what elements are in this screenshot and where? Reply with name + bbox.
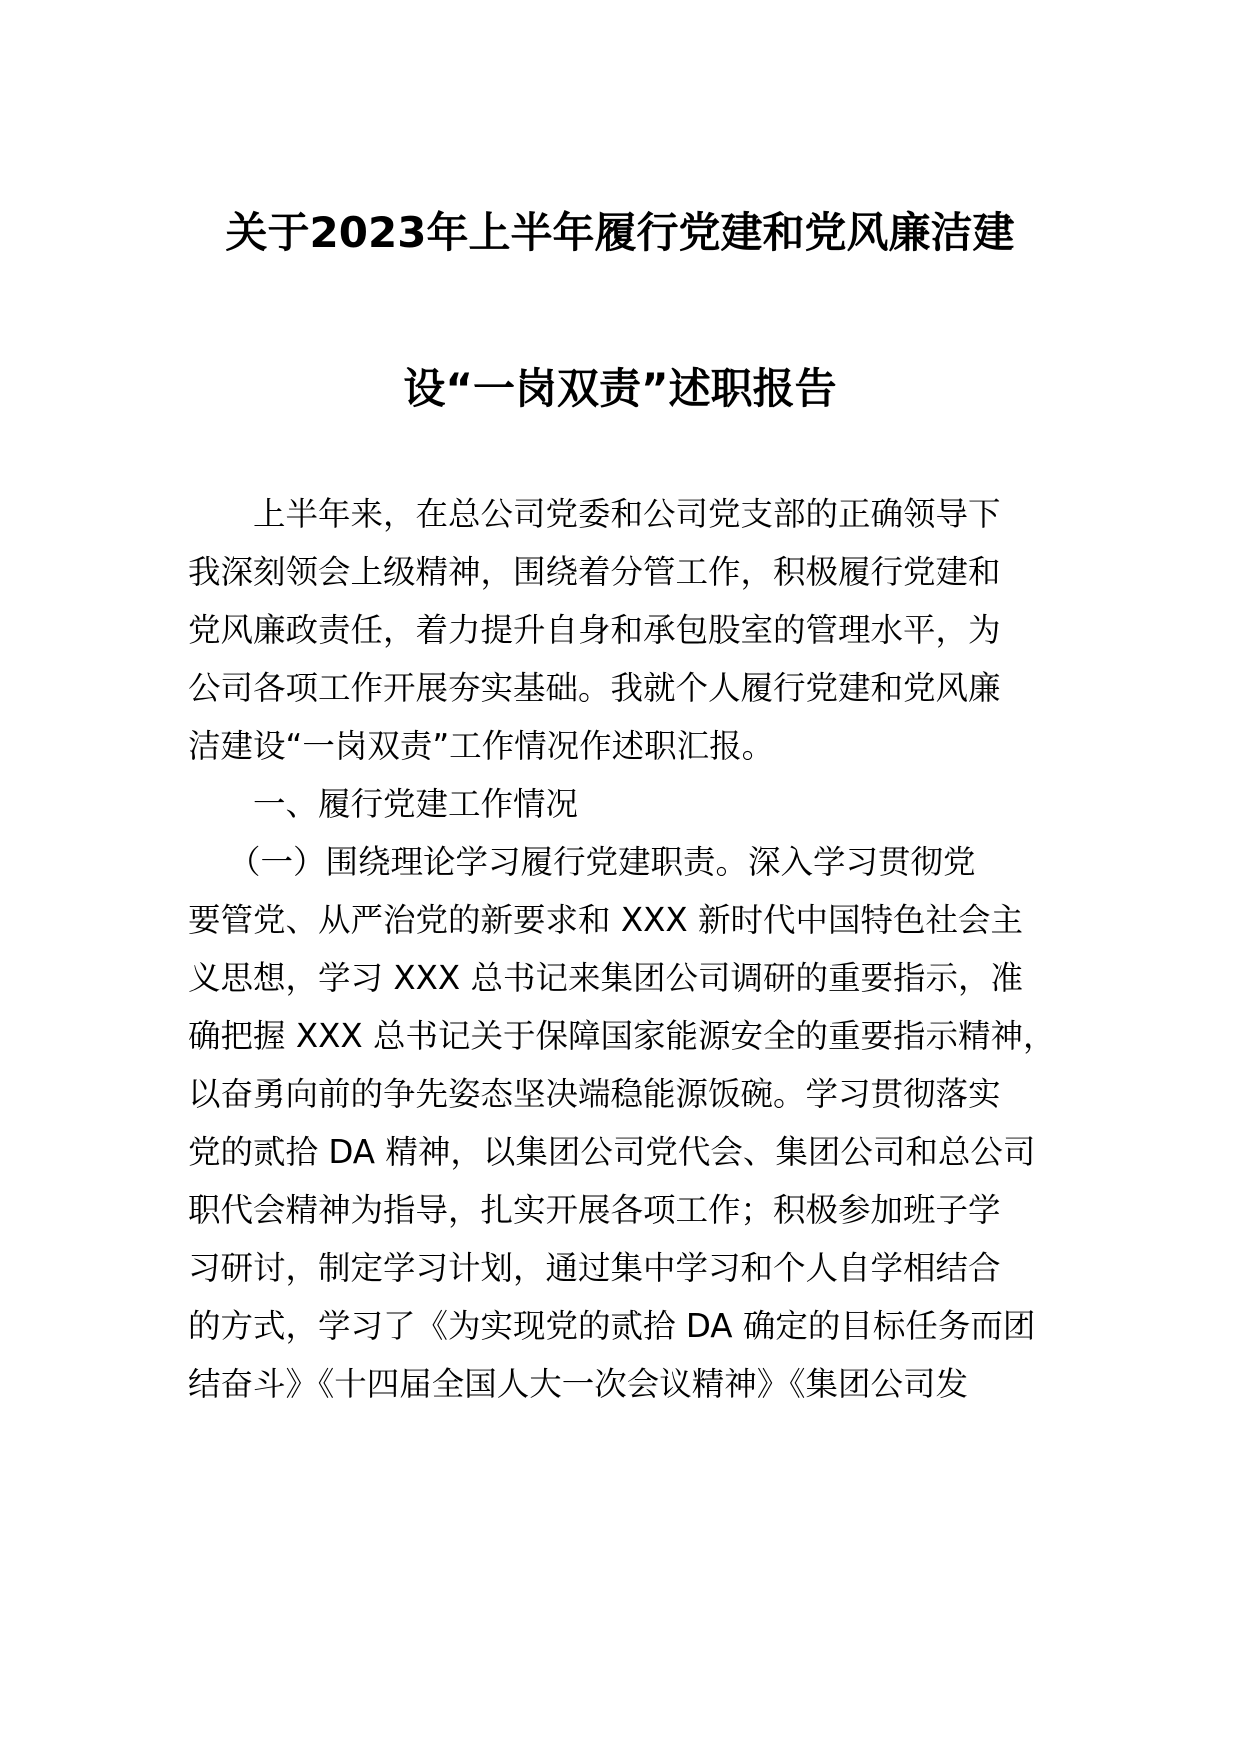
subsection-heading-line: （一）围绕理论学习履行党建职责。深入学习贯彻党 <box>228 843 976 881</box>
section-heading: 一、履行党建工作情况 <box>253 785 579 823</box>
paragraph-line: 确把握 XXX 总书记关于保障国家能源安全的重要指示精神， <box>188 1017 1056 1055</box>
paragraph-line: 上半年来，在总公司党委和公司党支部的正确领导下 <box>253 495 1001 533</box>
paragraph-line: 的方式，学习了《为实现党的贰拾 DA 确定的目标任务而团 <box>188 1307 1036 1345</box>
paragraph-line: 公司各项工作开展夯实基础。我就个人履行党建和党风廉 <box>188 669 1001 707</box>
paragraph-line: 习研讨，制定学习计划，通过集中学习和个人自学相结合 <box>188 1249 1001 1287</box>
paragraph-line: 要管党、从严治党的新要求和 XXX 新时代中国特色社会主 <box>188 901 1023 939</box>
paragraph-line: 结奋斗》《十四届全国人大一次会议精神》《集团公司发 <box>188 1365 969 1403</box>
paragraph-line: 我深刻领会上级精神，围绕着分管工作，积极履行党建和 <box>188 553 1001 591</box>
paragraph-line: 党的贰拾 DA 精神，以集团公司党代会、集团公司和总公司 <box>188 1133 1036 1171</box>
paragraph-line: 职代会精神为指导，扎实开展各项工作；积极参加班子学 <box>188 1191 1001 1229</box>
document-title-line-2: 设“一岗双责”述职报告 <box>403 364 837 413</box>
paragraph-line: 党风廉政责任，着力提升自身和承包股室的管理水平，为 <box>188 611 1001 649</box>
paragraph-line: 义思想，学习 XXX 总书记来集团公司调研的重要指示，准 <box>188 959 1023 997</box>
paragraph-line: 洁建设“一岗双责”工作情况作述职汇报。 <box>188 727 775 765</box>
document-title-line-1: 关于2023年上半年履行党建和党风廉洁建 <box>225 208 1015 257</box>
paragraph-line: 以奋勇向前的争先姿态坚决端稳能源饭碗。学习贯彻落实 <box>188 1075 1001 1113</box>
